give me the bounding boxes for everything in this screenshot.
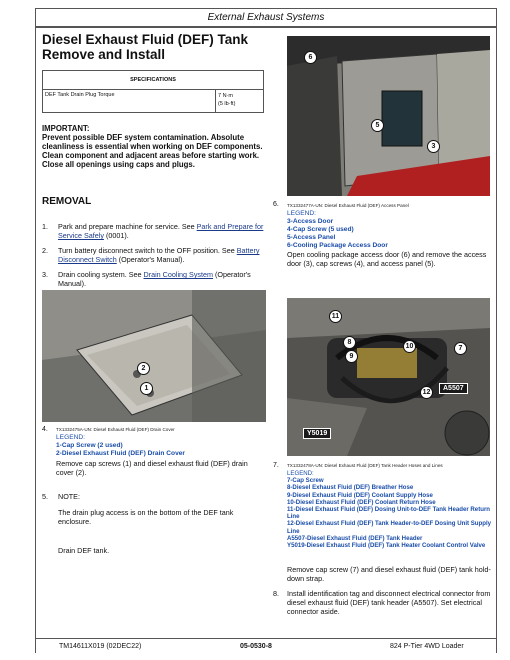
legend-item: 5-Access Panel <box>287 234 336 241</box>
step-8-text: Install identification tag and disconnect electrical connector from diesel exhaust fluid (DEF) tank header (A5507). Set electrical connector aside. <box>287 589 491 616</box>
step-5-text: The drain plug access is on the bottom of the DEF tank enclosure. <box>58 508 234 526</box>
step-3 <box>42 270 266 288</box>
specifications-table <box>42 70 264 113</box>
def-drain-cover-photo <box>42 290 266 422</box>
step-6-text: Open cooling package access door (6) and remove the access door (3), cap screws (4), and access panel (5). <box>287 250 487 268</box>
step-6-caption: TX1332477A-UN: Diesel Exhaust Fluid (DEF) Access Panel <box>287 203 409 208</box>
access-panel-illustration <box>287 36 490 196</box>
legend-title: LEGEND: <box>287 470 314 477</box>
spec-value-lbft: (5 lb·ft) <box>218 101 236 107</box>
step-3-post: (Operator's Manual). <box>58 270 251 288</box>
legend-item: A5507-Diesel Exhaust Fluid (DEF) Tank Header <box>287 534 423 542</box>
callout-6: 6 <box>304 51 317 64</box>
step-2-pre: Turn battery disconnect switch to the OFF position. See <box>58 246 237 255</box>
step-6-number: 6. <box>273 201 279 208</box>
legend-item: 4-Cap Screw (5 used) <box>287 226 354 233</box>
step-7-text: Remove cap screw (7) and diesel exhaust fluid (DEF) tank hold-down strap. <box>287 565 491 583</box>
step-4-text: Remove cap screws (1) and diesel exhaust fluid (DEF) drain cover (2). <box>56 459 248 477</box>
section-header: External Exhaust Systems <box>35 8 497 28</box>
important-text: Prevent possible DEF system contamination. Absolute cleanliness is essential when working on DEF components. Clean component and adjacent areas before starting work. Close all openings using caps and plugs. <box>42 133 263 169</box>
legend-item: 1-Cap Screw (2 used) <box>56 442 123 449</box>
step-1 <box>42 222 266 240</box>
callout-2: 2 <box>137 362 150 375</box>
spec-value <box>216 90 263 112</box>
page-footer <box>35 638 497 653</box>
callout-3: 3 <box>427 140 440 153</box>
def-tank-header-photo <box>287 298 490 456</box>
spec-value-nm: 7 N·m <box>218 93 233 99</box>
legend-item: 9-Diesel Exhaust Fluid (DEF) Coolant Supply Hose <box>287 491 433 499</box>
spec-item: DEF Tank Drain Plug Torque <box>43 90 216 112</box>
step-5-drain: Drain DEF tank. <box>58 546 110 555</box>
step-4-number: 4. <box>42 426 48 433</box>
step-7-legend <box>287 470 495 549</box>
legend-item: 6-Cooling Package Access Door <box>287 242 388 249</box>
step-4-caption: TX1332475A-UN: Diesel Exhaust Fluid (DEF) Drain Cover <box>56 427 175 432</box>
step-7-caption: TX1332478A-UN: Diesel Exhaust Fluid (DEF) Tank Header Hoses and Lines <box>287 463 443 468</box>
footer-machine: 824 P-Tier 4WD Loader <box>390 643 464 650</box>
removal-heading: REMOVAL <box>42 196 92 207</box>
def-access-panel-photo <box>287 36 490 196</box>
page-title: Diesel Exhaust Fluid (DEF) Tank Remove and Install <box>42 32 249 62</box>
callout-8: 8 <box>343 336 356 349</box>
step-text <box>58 270 266 288</box>
callout-12: 12 <box>420 386 433 399</box>
step-7-number: 7. <box>273 462 279 469</box>
step-number: 1. <box>42 222 48 231</box>
steps-list <box>42 222 266 294</box>
footer-page-number: 05-0530-8 <box>240 643 272 650</box>
step-number: 3. <box>42 270 48 279</box>
step-5-note: NOTE: <box>58 492 80 501</box>
legend-item: 10-Diesel Exhaust Fluid (DEF) Coolant Return Hose <box>287 498 436 506</box>
footer-doc-id: TM14611X019 (02DEC22) <box>59 643 142 650</box>
legend-item: 7-Cap Screw <box>287 477 324 485</box>
step-2-post: (Operator's Manual). <box>116 255 185 264</box>
drain-cooling-link[interactable]: Drain Cooling System <box>143 270 214 279</box>
spec-heading: SPECIFICATIONS <box>43 71 263 90</box>
step-5-number: 5. <box>42 492 48 501</box>
step-4-legend <box>56 434 266 458</box>
step-2 <box>42 246 266 264</box>
legend-title: LEGEND: <box>56 434 85 441</box>
step-8-number: 8. <box>273 589 279 598</box>
legend-item: 12-Diesel Exhaust Fluid (DEF) Tank Header-to-DEF Dosing Unit Supply Line <box>287 520 492 535</box>
step-3-pre: Drain cooling system. See <box>58 270 144 279</box>
callout-5: 5 <box>371 119 384 132</box>
spec-row <box>43 90 263 112</box>
battery-disconnect-link[interactable]: Battery Disconnect Switch <box>58 246 260 264</box>
callout-7: 7 <box>454 342 467 355</box>
legend-item: 3-Access Door <box>287 218 334 225</box>
callout-10: 10 <box>403 340 416 353</box>
important-label: IMPORTANT: <box>42 124 90 133</box>
step-text <box>58 246 266 264</box>
legend-item: 8-Diesel Exhaust Fluid (DEF) Breather Hose <box>287 484 414 492</box>
callout-11: 11 <box>329 310 342 323</box>
tag-y5019: Y5019 <box>303 428 331 439</box>
important-notice <box>42 124 266 169</box>
park-prepare-link[interactable]: Park and Prepare for Service Safely <box>58 222 264 240</box>
step-text <box>58 222 266 240</box>
callout-9: 9 <box>345 350 358 363</box>
step-number: 2. <box>42 246 48 255</box>
callout-1: 1 <box>140 382 153 395</box>
legend-item: 11-Diesel Exhaust Fluid (DEF) Dosing Unit-to-DEF Tank Header Return Line <box>287 506 491 521</box>
step-1-pre: Park and prepare machine for service. See <box>58 222 197 231</box>
tag-a5507: A5507 <box>439 383 468 394</box>
legend-item: 2-Diesel Exhaust Fluid (DEF) Drain Cover <box>56 450 185 457</box>
drain-cover-illustration <box>42 290 266 422</box>
step-6-legend <box>287 210 495 250</box>
step-1-post: (0001). <box>103 231 129 240</box>
legend-item: Y5019-Diesel Exhaust Fluid (DEF) Tank Heater Coolant Control Valve <box>287 542 486 550</box>
legend-title: LEGEND: <box>287 210 316 217</box>
